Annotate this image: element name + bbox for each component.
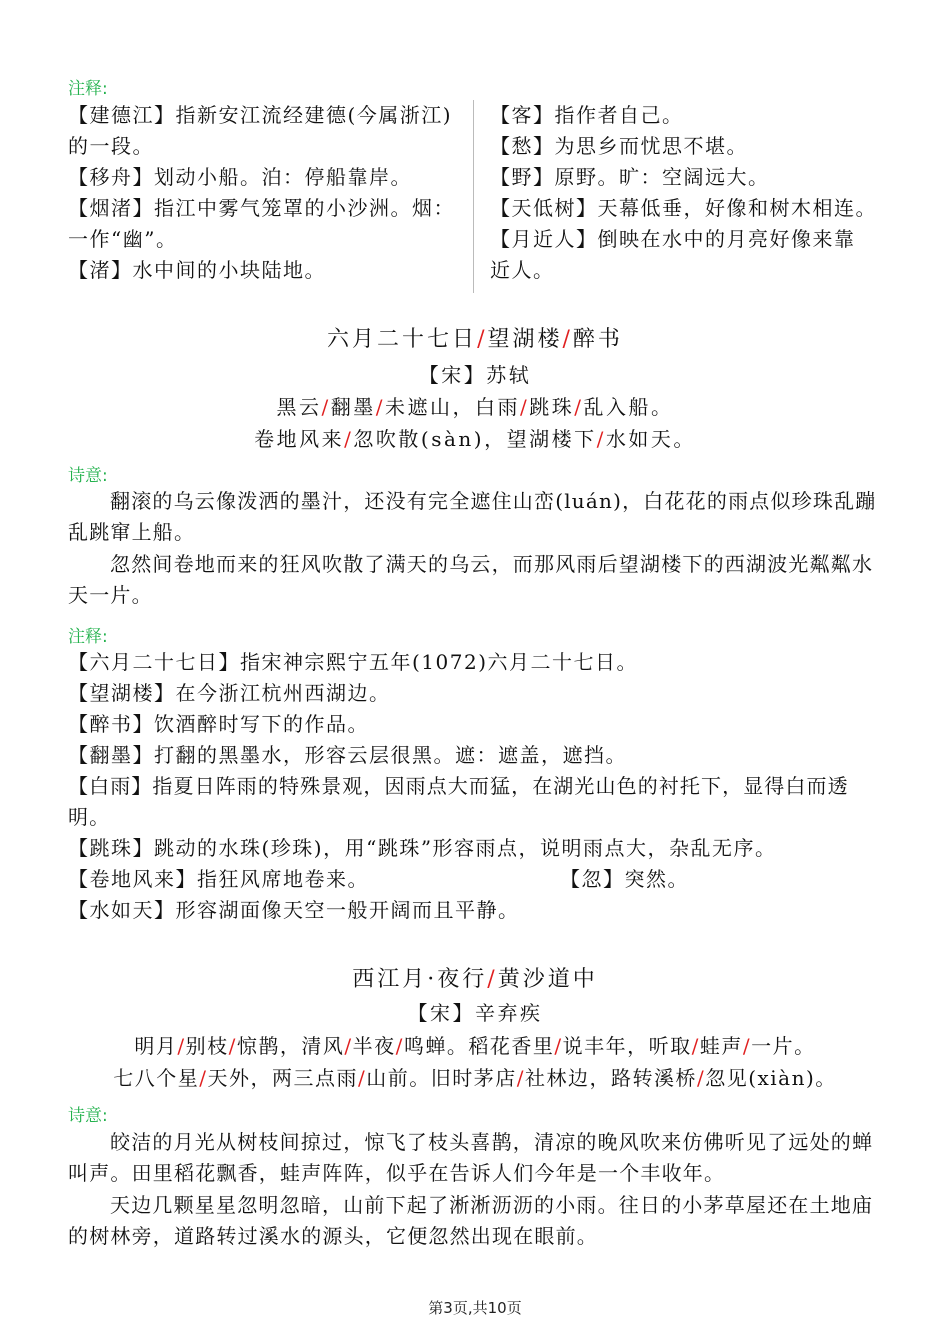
notes-right-column [490, 100, 877, 286]
meaning-paragraph: 皎洁的月光从树枝间掠过，惊飞了枝头喜鹊，清凉的晚风吹来仿佛听见了远处的蝉叫声。田里稻花飘香，蛙声阵阵，似乎在告诉人们今年是一个丰收年。 [68, 1130, 874, 1185]
note-line: 【移舟】划动小船。泊：停船靠岸。 [68, 165, 412, 189]
note-line: 【望湖楼】在今浙江杭州西湖边。 [68, 681, 391, 705]
note-line: 【渚】水中间的小块陆地。 [68, 258, 326, 282]
poem-line: 七八个星/天外，两三点雨/山前。旧时茅店/社林边，路转溪桥/忽见(xiàn)。 [113, 1066, 837, 1090]
note-item: 【忽】突然。 [560, 867, 689, 891]
notes-label: 注释: [68, 79, 108, 99]
meaning-paragraph: 天边几颗星星忽明忽暗，山前下起了淅淅沥沥的小雨。往日的小茅草屋还在土地庙的树林旁，道路转过溪水的源头，它便忽然出现在眼前。 [68, 1193, 874, 1248]
notes-left-column [68, 100, 455, 286]
note-line: 【愁】为思乡而忧思不堪。 [490, 134, 748, 158]
note-line: 【客】指作者自己。 [490, 103, 684, 127]
poem-author: 【宋】苏轼 [418, 363, 532, 387]
poem-title: 六月二十七日/望湖楼/醉书 [327, 327, 623, 352]
meaning-label: 诗意: [68, 1106, 108, 1126]
poem-line: 黑云/翻墨/未遮山，白雨/跳珠/乱入船。 [276, 395, 674, 419]
poem-line: 卷地风来/忽吹散(sàn)，望湖楼下/水如天。 [254, 427, 696, 451]
note-line: 【建德江】指新安江流经建德(今属浙江) [68, 103, 453, 127]
title-part: 醉书 [572, 327, 623, 352]
note-line: 【跳珠】跳动的水珠(珍珠)，用“跳珠”形容雨点，说明雨点大，杂乱无序。 [68, 836, 777, 860]
title-part: 望湖楼 [487, 327, 563, 352]
note-line: 【月近人】倒映在水中的月亮好像来靠 [490, 227, 856, 251]
note-line: 一作“幽”。 [68, 227, 178, 251]
meaning-label: 诗意: [68, 466, 108, 486]
note-item: 【卷地风来】指狂风席地卷来。 [68, 867, 369, 891]
note-line: 【白雨】指夏日阵雨的特殊景观，因雨点大而猛，在湖光山色的衬托下，显得白而透明。 [68, 774, 849, 829]
note-line: 【天低树】天幕低垂，好像和树木相连。 [490, 196, 877, 220]
title-part: 六月二十七日 [327, 327, 478, 352]
notes-list [68, 647, 884, 926]
page-indicator: 第3页,共10页 [428, 1299, 522, 1317]
note-line: 【水如天】形容湖面像天空一般开阔而且平静。 [68, 898, 520, 922]
meaning-paragraph: 翻滚的乌云像泼洒的墨汁，还没有完全遮住山峦(luán)，白花花的雨点似珍珠乱蹦乱跳窜上船。 [68, 489, 877, 544]
note-line: 的一段。 [68, 134, 154, 158]
note-line: 近人。 [490, 258, 555, 282]
meaning-paragraph: 忽然间卷地而来的狂风吹散了满天的乌云，而那风雨后望湖楼下的西湖波光粼粼水天一片。 [68, 552, 874, 607]
note-line: 【烟渚】指江中雾气笼罩的小沙洲。烟： [68, 196, 455, 220]
note-line: 【翻墨】打翻的黑墨水，形容云层很黑。遮：遮盖，遮挡。 [68, 743, 627, 767]
column-divider [473, 100, 474, 293]
note-line [68, 864, 884, 895]
note-line: 【野】原野。旷：空阔远大。 [490, 165, 770, 189]
poem-author: 【宋】辛弃疾 [407, 1001, 543, 1025]
notes-label: 注释: [68, 627, 108, 647]
note-line: 【醉书】饮酒醉时写下的作品。 [68, 712, 369, 736]
poem-line: 明月/别枝/惊鹊，清风/半夜/鸣蝉。稻花香里/说丰年，听取/蛙声/一片。 [134, 1034, 816, 1058]
poem-title: 西江月·夜行/黄沙道中 [352, 967, 598, 992]
note-line: 【六月二十七日】指宋神宗熙宁五年(1072)六月二十七日。 [68, 650, 639, 674]
